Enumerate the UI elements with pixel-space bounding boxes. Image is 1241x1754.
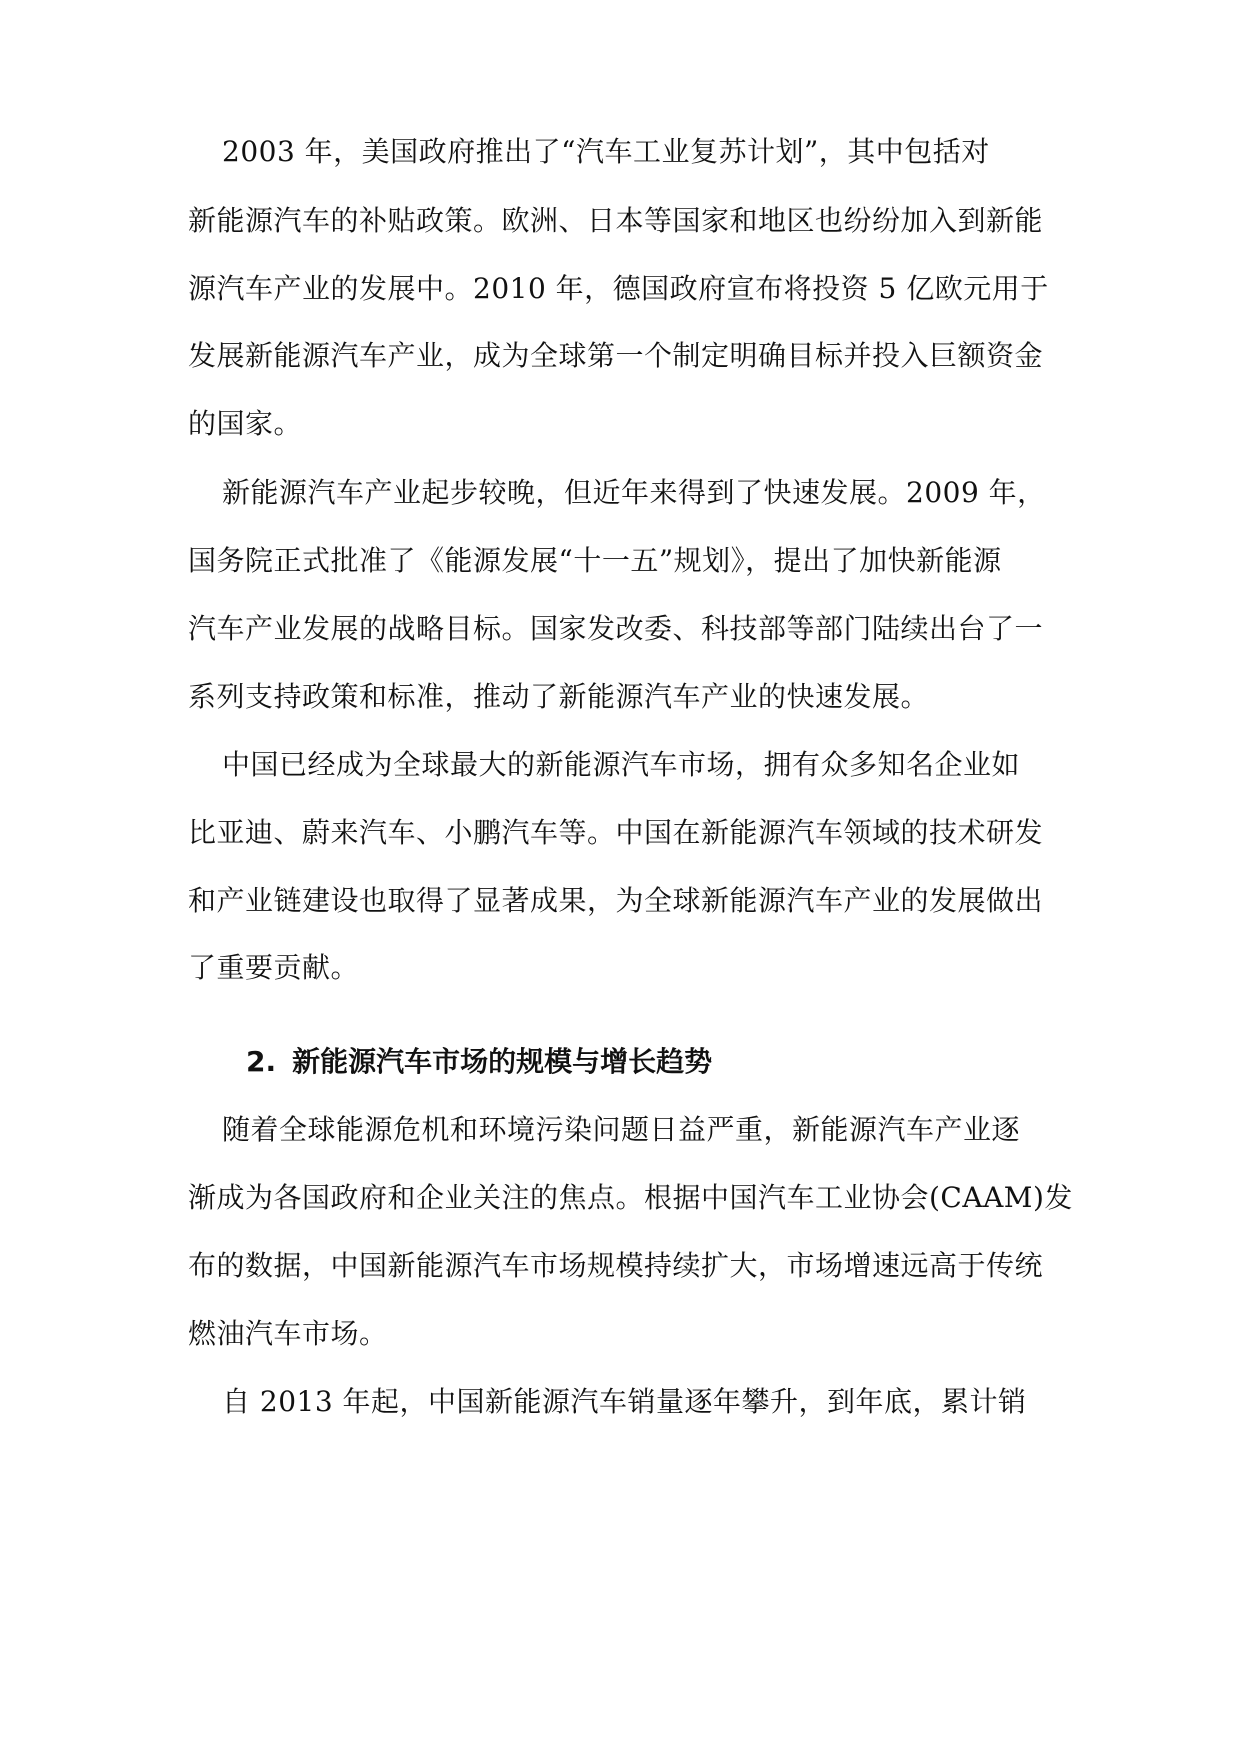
text-line: 的国家。 [188,407,303,440]
section-number: 2. [246,1045,277,1078]
text-line: 新能源汽车的补贴政策。欧洲、日本等国家和地区也纷纷加入到新能 [188,204,1044,237]
text-line: 系列支持政策和标准，推动了新能源汽车产业的快速发展。 [188,680,930,713]
text-line: 燃油汽车市场。 [188,1317,388,1350]
section-title: 新能源汽车市场的规模与增长趋势 [292,1045,713,1078]
text-line: 汽车产业发展的战略目标。国家发改委、科技部等部门陆续出台了一 [188,612,1044,645]
text-line: 比亚迪、蔚来汽车、小鹏汽车等。中国在新能源汽车领域的技术研发 [188,816,1044,849]
text-line: 2003 年，美国政府推出了“汽车工业复苏计划”，其中包括对 [222,135,990,168]
text-line: 中国已经成为全球最大的新能源汽车市场，拥有众多知名企业如 [222,748,1021,781]
text-line: 源汽车产业的发展中。2010 年，德国政府宣布将投资 5 亿欧元用于 [188,272,1049,305]
section-heading [246,1042,712,1082]
text-line: 了重要贡献。 [188,951,360,984]
text-line: 随着全球能源危机和环境污染问题日益严重，新能源汽车产业逐 [222,1113,1021,1146]
text-line: 和产业链建设也取得了显著成果，为全球新能源汽车产业的发展做出 [188,884,1044,917]
text-line: 新能源汽车产业起步较晚，但近年来得到了快速发展。2009 年， [222,476,1046,509]
text-line: 国务院正式批准了《能源发展“十一五”规划》，提出了加快新能源 [188,544,1002,577]
text-line: 渐成为各国政府和企业关注的焦点。根据中国汽车工业协会(CAAM)发 [188,1181,1073,1214]
text-line: 自 2013 年起，中国新能源汽车销量逐年攀升，到年底，累计销 [222,1385,1027,1418]
text-line: 发展新能源汽车产业，成为全球第一个制定明确目标并投入巨额资金 [188,339,1044,372]
text-line: 布的数据，中国新能源汽车市场规模持续扩大，市场增速远高于传统 [188,1249,1044,1282]
